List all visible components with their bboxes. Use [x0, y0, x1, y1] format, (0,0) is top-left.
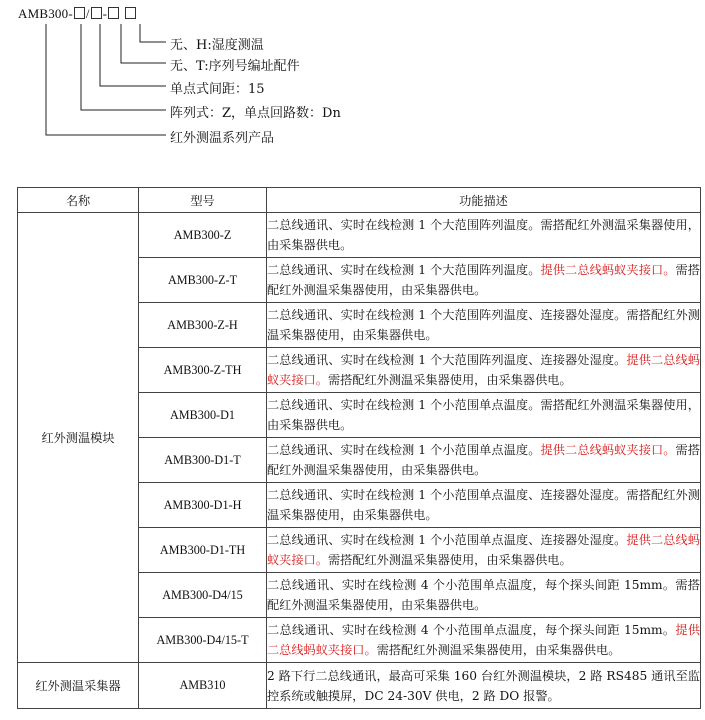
highlight-text: 提供二总线蚂蚁夹接口。: [267, 353, 700, 387]
code-prefix: AMB300-: [18, 6, 73, 21]
code-separator: /: [85, 6, 90, 21]
leader-lines: [0, 0, 705, 160]
table-row: [18, 663, 701, 709]
description-cell: 二总线通讯、实时在线检测 1 个大范围阵列温度、连接器处湿度。需搭配红外测温采集器使用，由采集器供电。: [267, 303, 701, 348]
label-array-type: 阵列式：Z，单点回路数：Dn: [170, 106, 341, 121]
model-cell: AMB300-D1-H: [139, 483, 267, 528]
highlight-text: 提供二总线蚂蚁夹接口。: [540, 443, 676, 457]
group-name-module: 红外测温模块: [18, 213, 139, 663]
description-cell: 二总线通讯、实时在线检测 1 个小范围单点温度。提供二总线蚂蚁夹接口。需搭配红外测温采集器使用，由采集器供电。: [267, 438, 701, 483]
highlight-text: 提供二总线蚂蚁夹接口。: [267, 623, 701, 657]
model-cell: AMB300-Z-T: [139, 258, 267, 303]
model-cell: AMB300-D4/15: [139, 573, 267, 618]
model-cell: AMB310: [139, 663, 267, 709]
label-product-series: 红外测温系列产品: [170, 131, 275, 146]
model-cell: AMB300-D4/15-T: [139, 618, 267, 663]
header-model: 型号: [139, 188, 267, 213]
model-cell: AMB300-D1: [139, 393, 267, 438]
description-cell: 二总线通讯、实时在线检测 1 个小范围单点温度、连接器处湿度。提供二总线蚂蚁夹接口。需搭配红外测温采集器使用，由采集器供电。: [267, 528, 701, 573]
highlight-text: 提供二总线蚂蚁夹接口。: [267, 533, 700, 567]
model-cell: AMB300-Z-TH: [139, 348, 267, 393]
description-cell: 二总线通讯、实时在线检测 4 个小范围单点温度，每个探头间距 15mm。需搭配红外测温采集器使用，由采集器供电。: [267, 573, 701, 618]
product-table: [17, 187, 701, 709]
model-cell: AMB300-Z-H: [139, 303, 267, 348]
label-spacing: 单点式间距：15: [170, 82, 265, 97]
group-name-collector: 红外测温采集器: [18, 663, 139, 709]
label-serial-option: 无、T:序列号编址配件: [170, 59, 300, 74]
description-cell: 二总线通讯、实时在线检测 1 个小范围单点温度、连接器处湿度。需搭配红外测温采集器使用，由采集器供电。: [267, 483, 701, 528]
description-cell: 2 路下行二总线通讯，最高可采集 160 台红外测温模块，2 路 RS485 通讯至监控系统或触摸屏，DC 24-30V 供电，2 路 DO 报警。: [267, 663, 701, 709]
ordering-code-diagram: [0, 0, 705, 160]
label-humidity-option: 无、H:湿度测温: [170, 38, 264, 53]
model-cell: AMB300-Z: [139, 213, 267, 258]
header-description: 功能描述: [267, 188, 701, 213]
table-row: [18, 213, 701, 258]
highlight-text: 提供二总线蚂蚁夹接口。: [540, 263, 676, 277]
description-cell: 二总线通讯、实时在线检测 1 个大范围阵列温度。提供二总线蚂蚁夹接口。需搭配红外测温采集器使用，由采集器供电。: [267, 258, 701, 303]
description-cell: 二总线通讯、实时在线检测 1 个大范围阵列温度。需搭配红外测温采集器使用，由采集器供电。: [267, 213, 701, 258]
model-cell: AMB300-D1-T: [139, 438, 267, 483]
description-cell: 二总线通讯、实时在线检测 1 个小范围单点温度。需搭配红外测温采集器使用，由采集器供电。: [267, 393, 701, 438]
header-name: 名称: [18, 188, 139, 213]
table-header-row: [18, 188, 701, 213]
code-separator: -: [102, 6, 108, 21]
model-cell: AMB300-D1-TH: [139, 528, 267, 573]
description-cell: 二总线通讯、实时在线检测 1 个大范围阵列温度、连接器处湿度。提供二总线蚂蚁夹接口。需搭配红外测温采集器使用，由采集器供电。: [267, 348, 701, 393]
description-cell: 二总线通讯、实时在线检测 4 个小范围单点温度，每个探头间距 15mm。提供二总线蚂蚁夹接口。需搭配红外测温采集器使用，由采集器供电。: [267, 618, 701, 663]
